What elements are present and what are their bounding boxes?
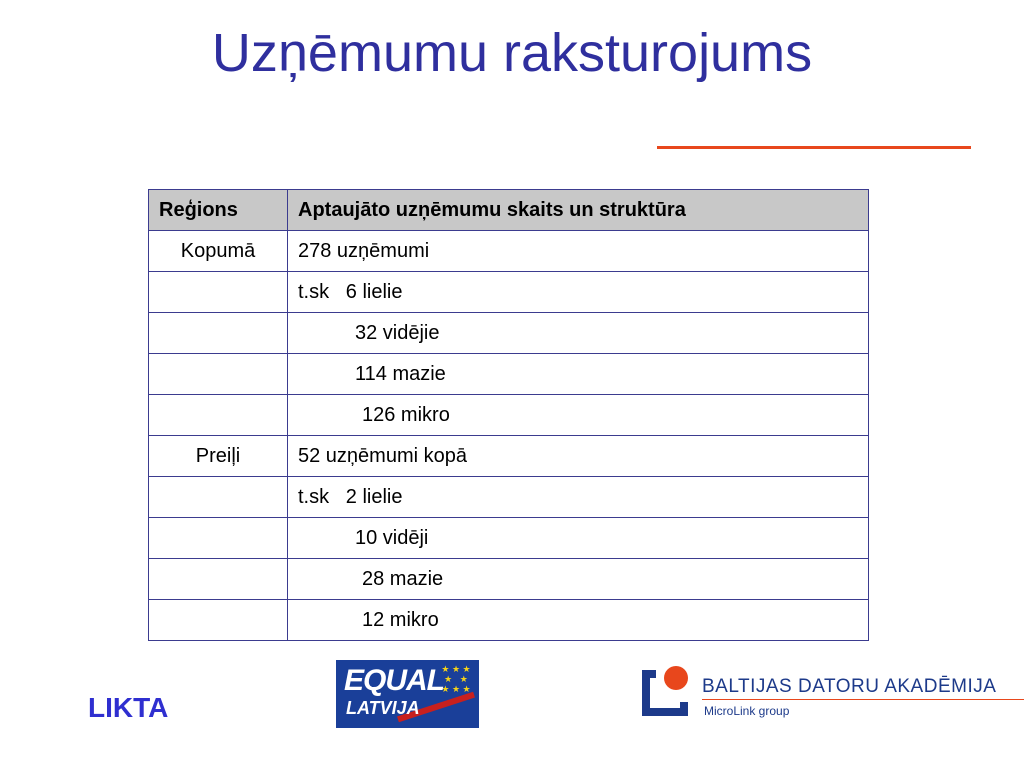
value-text: t.sk 6 lielie: [298, 280, 403, 303]
value-text: 278 uzņēmumi: [298, 239, 430, 262]
value-cell: [288, 518, 869, 559]
table-row: [149, 272, 869, 313]
equal-latvija-logo: [336, 660, 479, 728]
value-text: 126 mikro: [362, 403, 450, 426]
region-cell: Preiļi: [149, 436, 288, 477]
header-region: Reģions: [149, 190, 288, 231]
region-cell: [149, 272, 288, 313]
table-row: [149, 600, 869, 641]
value-cell: [288, 354, 869, 395]
region-cell: [149, 559, 288, 600]
region-cell: [149, 477, 288, 518]
equal-logo-country: LATVIJA: [346, 698, 420, 718]
region-cell: [149, 313, 288, 354]
value-text: 10 vidēji: [355, 526, 429, 549]
table-row: [149, 354, 869, 395]
value-cell: [288, 600, 869, 641]
slide-title: Uzņēmumu raksturojums: [211, 23, 813, 83]
value-text: 12 mikro: [362, 608, 439, 631]
value-text: 28 mazie: [362, 567, 444, 590]
value-cell: [288, 231, 869, 272]
value-text: 114 mazie: [355, 362, 446, 385]
value-text: 52 uzņēmumi kopā: [298, 444, 467, 467]
value-cell: [288, 477, 869, 518]
value-cell: [288, 395, 869, 436]
bda-logo-name: BALTIJAS DATORU AKADĒMIJA: [702, 676, 997, 697]
table-row: [149, 518, 869, 559]
table-row: [149, 395, 869, 436]
value-text: t.sk 2 lielie: [298, 485, 403, 508]
table-row: [149, 436, 869, 477]
region-cell: [149, 354, 288, 395]
value-cell: [288, 436, 869, 477]
value-cell: [288, 559, 869, 600]
equal-logo-word: EQUAL: [344, 664, 444, 697]
table-row: [149, 477, 869, 518]
bda-logo-mark-icon: [640, 664, 692, 716]
region-cell: [149, 600, 288, 641]
table-row: [149, 231, 869, 272]
accent-line: [657, 146, 971, 149]
table-header-row: [149, 190, 869, 231]
header-count: Aptaujāto uzņēmumu skaits un struktūra: [288, 190, 869, 231]
eu-stars-icon: ★ ★ ★ ★ ★ ★ ★ ★: [441, 664, 471, 694]
table-row: [149, 559, 869, 600]
value-cell: [288, 313, 869, 354]
region-cell: Kopumā: [149, 231, 288, 272]
table-row: [149, 313, 869, 354]
enterprise-table: [148, 189, 869, 641]
likta-label: LIKTA: [88, 692, 169, 723]
value-cell: [288, 272, 869, 313]
value-text: 32 vidējie: [355, 321, 440, 344]
region-cell: [149, 518, 288, 559]
bda-logo-sub: MicroLink group: [704, 704, 790, 718]
bda-logo-rule: [702, 699, 1024, 700]
region-cell: [149, 395, 288, 436]
